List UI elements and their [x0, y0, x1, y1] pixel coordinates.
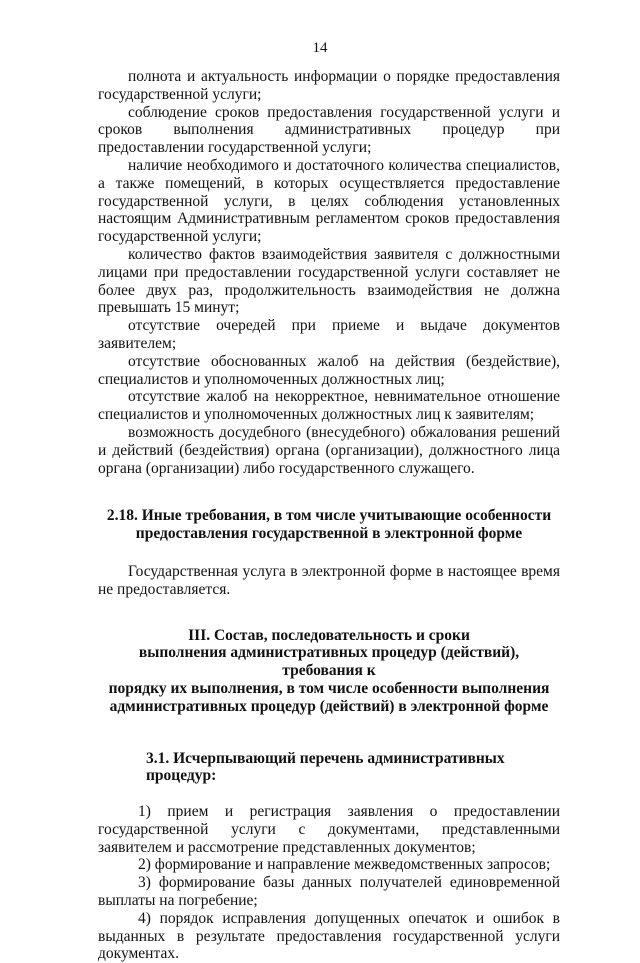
criterion-paragraph: количество фактов взаимодействия заявителя с должностными лицами при предоставлении государственной услуги составляет не более двух раз, продолжительность взаимодействия не должна превышать 15 минут;: [98, 245, 560, 317]
heading-line: административных процедур (действий) в электронной форме: [109, 697, 549, 715]
section-2-18-text: Государственная услуга в электронной форме в настоящее время не предоставляется.: [98, 562, 560, 598]
section-3-heading: [98, 627, 560, 716]
page-number: 14: [312, 40, 328, 56]
criterion-paragraph: отсутствие обоснованных жалоб на действия (бездействие), специалистов и уполномоченных должностных лиц;: [98, 352, 560, 388]
heading-line: порядку их выполнения, в том числе особенности выполнения: [108, 679, 550, 697]
section-2-18-heading: [98, 507, 560, 543]
procedures-list: [98, 803, 560, 963]
list-item: 4) порядок исправления допущенных опечаток и ошибок в выданных в результате предоставления государственной услуги документах.: [98, 909, 560, 963]
section-3-1-heading: 3.1. Исчерпывающий перечень административных процедур:: [146, 749, 505, 785]
criterion-paragraph: соблюдение сроков предоставления государственной услуги и сроков выполнения административных процедур при предоставлении государственной услуги;: [98, 103, 560, 157]
list-item: 3) формирование базы данных получателей единовременной выплаты на погребение;: [98, 874, 560, 910]
heading-line: выполнения административных процедур (действий), требования к: [138, 644, 520, 680]
heading-line: предоставления государственной в электронной форме: [135, 525, 523, 543]
heading-line: III. Состав, последовательность и сроки: [188, 626, 470, 644]
list-item: 1) прием и регистрация заявления о предоставлении государственной услуги с документами, представленными заявителем и рассмотрение представленных документов;: [98, 803, 560, 856]
criterion-paragraph: отсутствие очередей при приеме и выдаче документов заявителем;: [98, 317, 560, 352]
document-body: [98, 68, 560, 963]
criterion-paragraph: возможность досудебного (внесудебного) обжалования решений и действий (бездействия) органа (организации), должностного лица органа (организации) либо государственного служащего.: [98, 423, 560, 477]
criterion-paragraph: наличие необходимого и достаточного количества специалистов, а также помещений, в которых осуществляется предоставление государственной услуги, в целях соблюдения установленных настоящим Административным регламентом сроков предоставления государственной услуги;: [98, 156, 560, 246]
heading-line: 2.18. Иные требования, в том числе учитывающие особенности: [106, 507, 552, 525]
criterion-paragraph: полнота и актуальность информации о порядке предоставления государственной услуги;: [98, 68, 560, 103]
list-item: 2) формирование и направление межведомственных запросов;: [138, 856, 551, 874]
criterion-paragraph: отсутствие жалоб на некорректное, невнимательное отношение специалистов и уполномоченных должностных лиц к заявителям;: [98, 388, 560, 424]
